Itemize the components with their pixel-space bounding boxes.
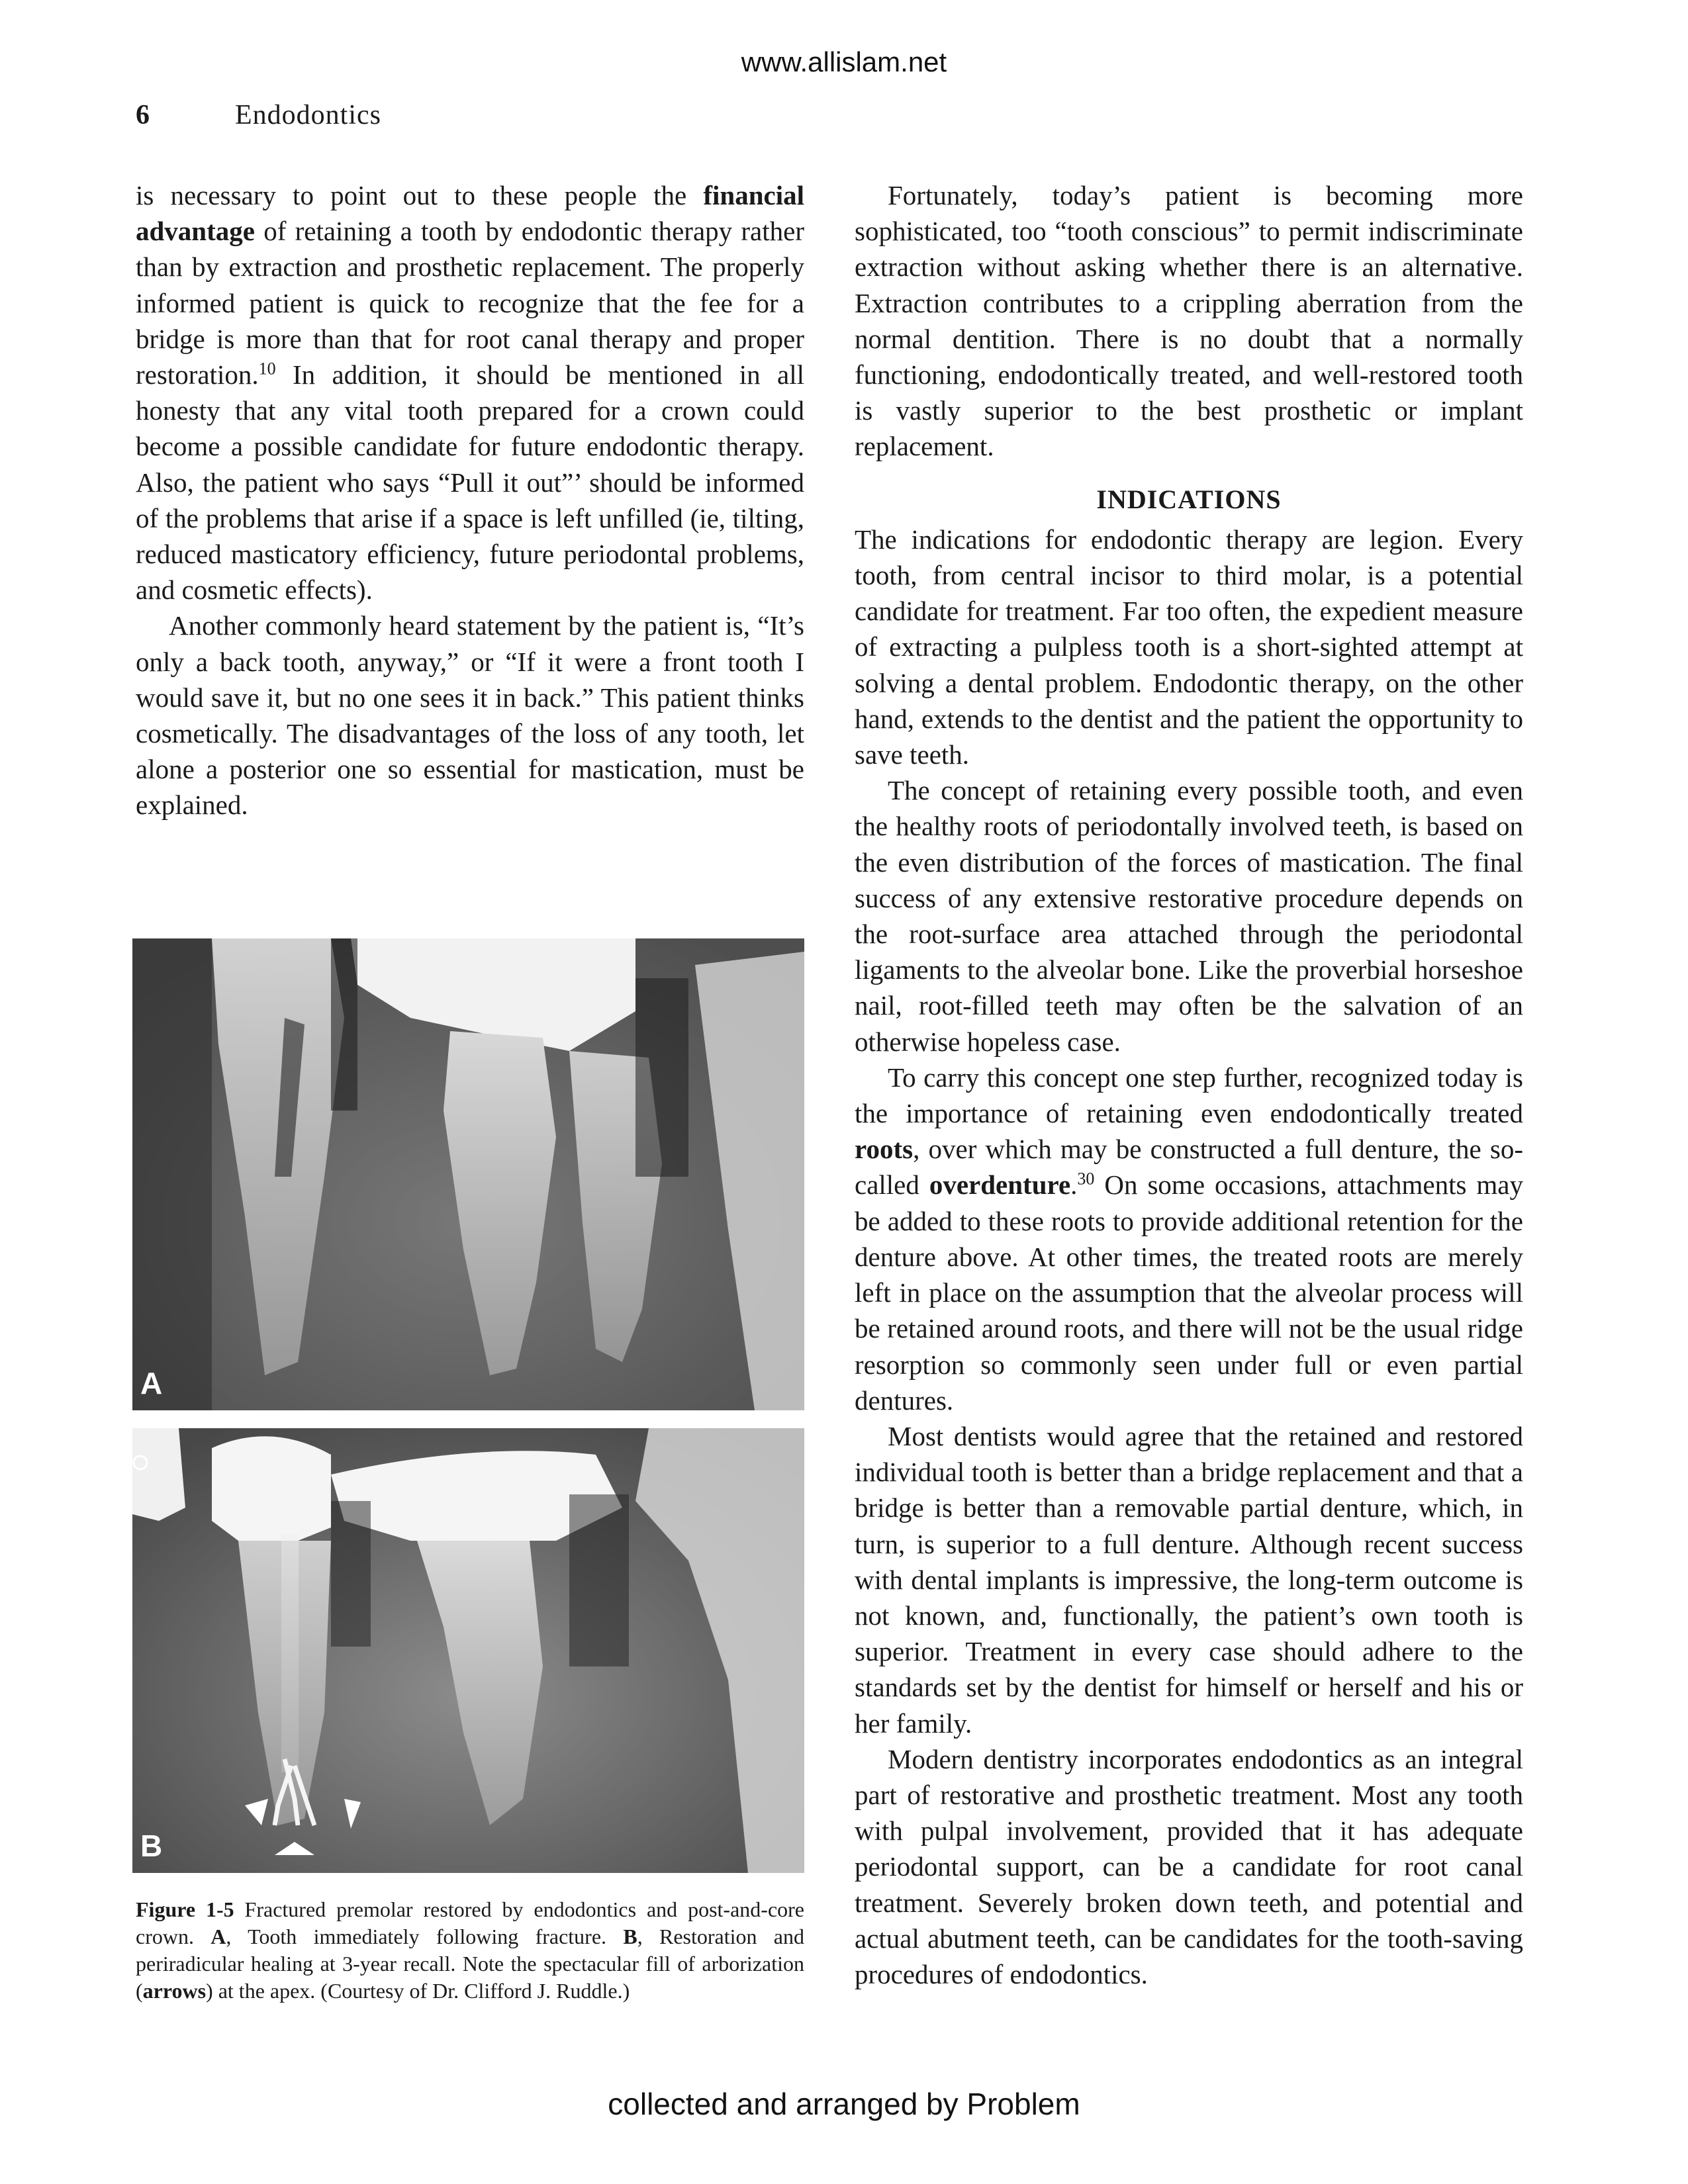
caption-label-b: B (623, 1925, 637, 1948)
right-paragraph-6: Modern dentistry incorporates endodontics as an integral part of restorative and prosthetic treatment. Most any tooth with pulpal involvement, provided that it has adequate periodontal support, can be a candidate for root canal treatment. Severely broken down teeth, and potential and actual abutment teeth, can be candidates for the tooth-saving procedures of endodontics. (855, 1743, 1523, 1989)
text-run: On some occasions, attachments may be added to these roots to provide additional retention for the denture above. At other times, the treated roots are merely left in place on the assumption that the alveolar process will be retained around roots, and there will not be the usual ridge resorption so commonly seen under full or even partial dentures. (855, 1169, 1523, 1416)
watermark-top: www.allislam.net (741, 46, 947, 77)
text-run: To carry this concept one step further, recognized today is the importance of retaining even endodontically treated (855, 1062, 1523, 1129)
figure-label: Figure 1-5 (136, 1897, 234, 1921)
radiograph-a-image (132, 938, 804, 1410)
right-paragraph-3: The concept of retaining every possible tooth, and even the healthy roots of periodontally involved teeth, is based on the even distribution of the forces of mastication. The final success of any extensive restorative procedure depends on the root-surface area attached through the periodontal ligaments to the alveolar bone. Like the proverbial horseshoe nail, root-filled teeth may often be the salvation of an otherwise hopeless case. (855, 775, 1523, 1057)
text-run: In addition, it should be mentioned in all honesty that any vital tooth prepared for a crown could become a possible candidate for future endodontic therapy. Also, the patient who says “Pull it out”’ should be informed of the problems that arise if a space is left unfilled (ie, tilting, reduced masticatory efficiency, future periodontal problems, and cosmetic effects). (136, 359, 804, 606)
panel-label-b: B (140, 1829, 163, 1863)
running-title: Endodontics (235, 100, 381, 130)
right-column (855, 177, 1523, 1992)
text-run: Fractured premolar restored by endodontics and post-and-core crown. (136, 1897, 805, 1948)
watermark-bottom: collected and arranged by Problem (608, 2087, 1080, 2121)
reference-superscript: 30 (1077, 1169, 1095, 1189)
caption-label-a: A (211, 1925, 226, 1948)
text-run: of retaining a tooth by endodontic therapy rather than by extraction and prosthetic replacement. The properly informed patient is quick to recognize that the fee for a bridge is more than that for root canal therapy and proper restoration. (136, 216, 804, 390)
page-number: 6 (136, 100, 150, 130)
text-run: , Tooth immediately following fracture. (226, 1925, 624, 1948)
text-run: , over which may be constructed a full denture, the so-called (855, 1134, 1523, 1201)
reference-superscript: 10 (258, 359, 276, 379)
section-heading-indications: INDICATIONS (1096, 484, 1282, 514)
radiograph-panel-b (132, 1428, 804, 1873)
text-run: ) at the apex. (Courtesy of Dr. Clifford J. Ruddle.) (206, 1979, 630, 2003)
left-paragraph-2: Another commonly heard statement by the patient is, “It’s only a back tooth, anyway,” or “If it were a front tooth I would save it, but no one sees it in back.” This patient thinks cosmetically. The disadvantages of the loss of any tooth, let alone a posterior one so essential for mastication, must be explained. (136, 610, 804, 821)
bold-term-overdenture: overdenture (929, 1169, 1071, 1201)
right-paragraph-2: The indications for endodontic therapy are legion. Every tooth, from central incisor to third molar, is a potential candidate for treatment. Far too often, the expedient measure of extracting a pulpless tooth is a short-sighted attempt at solving a dental problem. Endodontic therapy, on the other hand, extends to the dentist and the patient the opportunity to save teeth. (855, 523, 1523, 770)
right-paragraph-4 (855, 1060, 1523, 1418)
radiograph-b-image (132, 1428, 804, 1873)
text-run: . (1070, 1169, 1078, 1201)
caption-arrows: arrows (142, 1979, 207, 2003)
right-paragraph-5: Most dentists would agree that the retained and restored individual tooth is better than a bridge replacement and that a bridge is better than a removable partial denture, which, in turn, is superior to a full denture. Although recent success with dental implants is impressive, the long-term outcome is not known, and, functionally, the patient’s own tooth is superior. Treatment in every case should adhere to the standards set by the dentist for himself or herself and his or her family. (855, 1420, 1523, 1739)
bold-term-financial-advantage: financial advantage (136, 180, 804, 247)
running-head (136, 99, 381, 131)
radiograph-panel-a (132, 938, 804, 1410)
text-run: , Restoration and periradicular healing at 3-year recall. Note the spectacular fill of arborization ( (136, 1925, 805, 2003)
left-paragraph-1 (136, 177, 804, 608)
text-run: is necessary to point out to these people the (136, 180, 704, 210)
figure-caption (136, 1896, 804, 2005)
bold-term-roots: roots (855, 1134, 914, 1165)
panel-label-a: A (140, 1366, 163, 1400)
left-column (136, 177, 804, 823)
right-paragraph-1: Fortunately, today’s patient is becoming more sophisticated, too “tooth conscious” to permit indiscriminate extraction without asking whether there is an alternative. Extraction contributes to a crippling aberration from the normal dentition. There is no doubt that a normally functioning, endodontically treated, and well-restored tooth is vastly superior to the best prosthetic or implant replacement. (855, 180, 1523, 462)
